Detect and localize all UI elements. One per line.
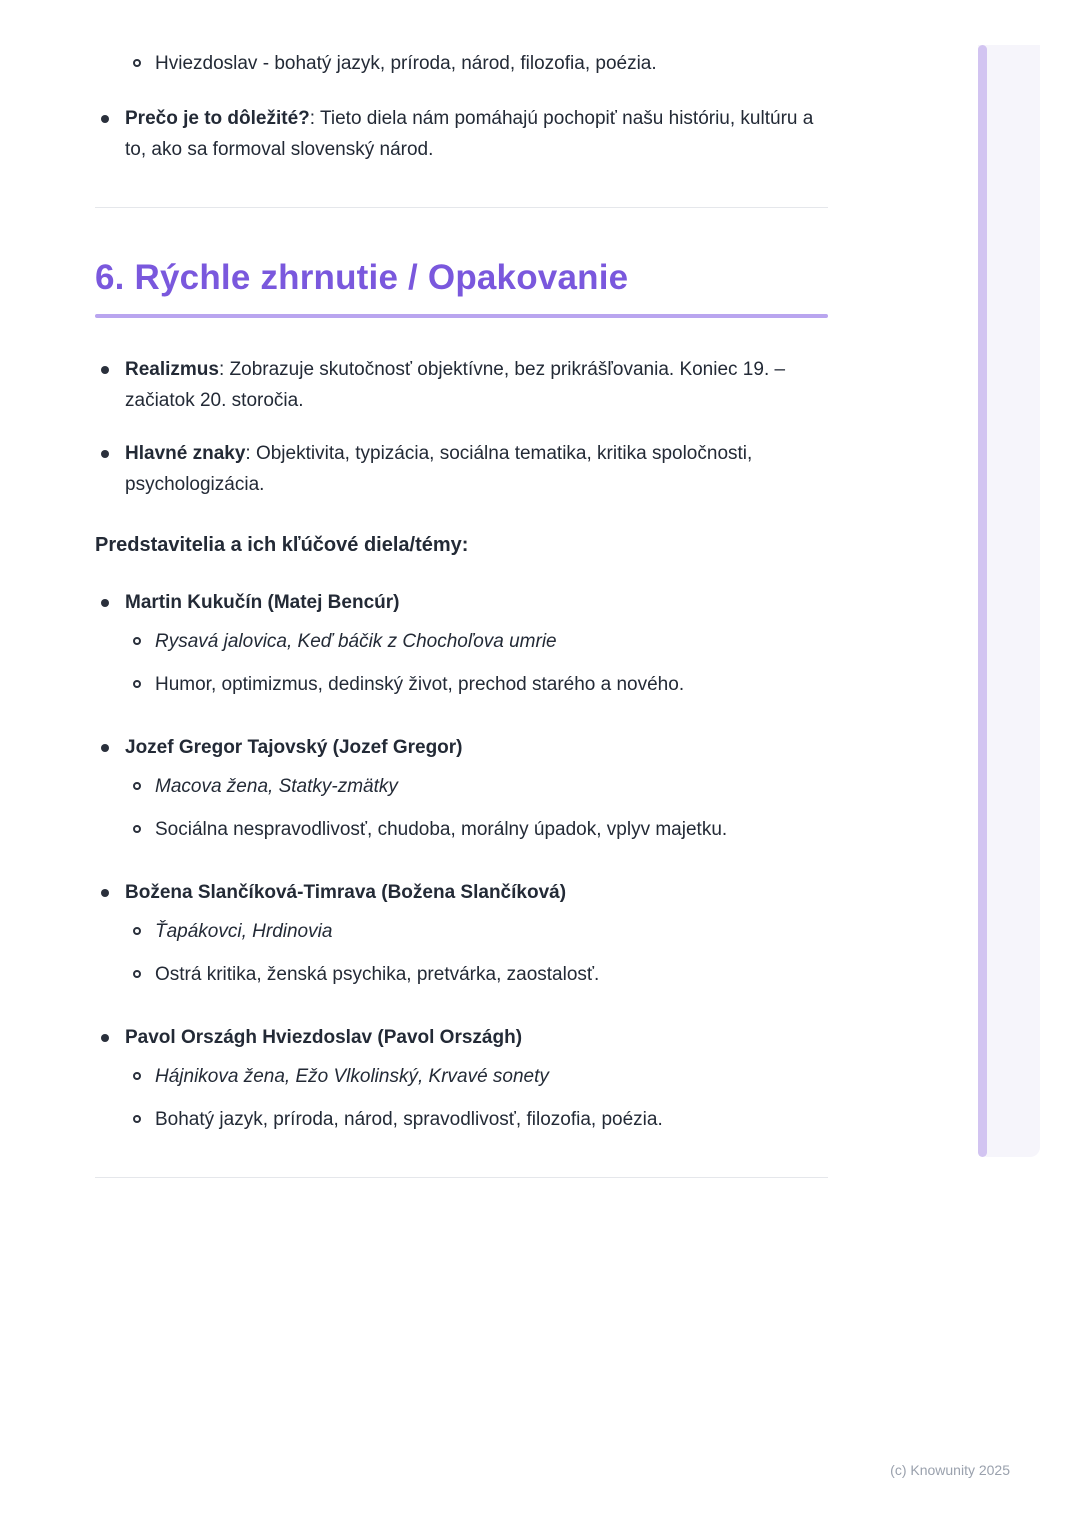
author-name-row — [95, 877, 828, 908]
list-item-importance — [95, 103, 828, 165]
author-themes-row — [127, 814, 828, 845]
circle-bullet-icon — [133, 927, 141, 935]
author-works: Rysavá jalovica, Keď báčik z Chochoľova umrie — [155, 631, 557, 652]
list-item-text — [125, 438, 828, 500]
copyright-footer: (c) Knowunity 2025 — [890, 1462, 1010, 1478]
author-themes-row — [127, 959, 828, 990]
page-edge-bar — [978, 45, 987, 1157]
circle-bullet-icon — [133, 637, 141, 645]
author-name-row — [95, 1022, 828, 1053]
circle-bullet-icon — [133, 1115, 141, 1123]
point-label: Realizmus — [125, 359, 219, 380]
author-group-tajovsky — [95, 732, 828, 845]
bullet-icon — [101, 744, 109, 752]
importance-label: Prečo je to dôležité? — [125, 108, 310, 129]
author-works: Hájnikova žena, Ežo Vlkolinský, Krvavé sonety — [155, 1066, 549, 1087]
representatives-subheading: Predstavitelia a ich kľúčové diela/témy: — [95, 534, 469, 556]
author-name: Martin Kukučín (Matej Bencúr) — [125, 592, 400, 613]
list-item-text — [125, 354, 828, 416]
author-works-row — [127, 916, 828, 947]
author-themes-row — [127, 669, 828, 700]
author-works-row — [127, 771, 828, 802]
author-name: Pavol Országh Hviezdoslav (Pavol Országh) — [125, 1027, 523, 1048]
list-item-hlavne-znaky — [95, 438, 828, 500]
author-works: Ťapákovci, Hrdinovia — [155, 921, 333, 942]
author-themes: Ostrá kritika, ženská psychika, pretvárka, zaostalosť. — [155, 964, 600, 985]
circle-bullet-icon — [133, 825, 141, 833]
bullet-icon — [101, 889, 109, 897]
author-themes: Bohatý jazyk, príroda, národ, spravodlivosť, filozofia, poézia. — [155, 1109, 663, 1130]
point-label: Hlavné znaky — [125, 443, 246, 464]
section-title: 6. Rýchle zhrnutie / Opakovanie — [95, 258, 629, 297]
bullet-icon — [101, 1034, 109, 1042]
author-name: Jozef Gregor Tajovský (Jozef Gregor) — [125, 737, 463, 758]
bullet-icon — [101, 450, 109, 458]
next-page-preview-panel — [978, 45, 1040, 1157]
author-group-hviezdoslav — [95, 1022, 828, 1135]
point-body: : Zobrazuje skutočnosť objektívne, bez prikrášľovania. Koniec 19. – začiatok 20. storočia. — [125, 359, 786, 411]
author-works-row — [127, 1061, 828, 1092]
importance-body: : Tieto diela nám pomáhajú pochopiť našu históriu, kultúru a to, ako sa formoval slovenský národ. — [125, 108, 814, 160]
list-item-text — [125, 103, 828, 165]
document-content — [95, 48, 828, 1178]
circle-bullet-icon — [133, 1072, 141, 1080]
circle-bullet-icon — [133, 680, 141, 688]
bullet-icon — [101, 599, 109, 607]
title-underline — [95, 314, 828, 318]
bullet-icon — [101, 366, 109, 374]
author-themes: Humor, optimizmus, dedinský život, prechod starého a nového. — [155, 674, 685, 695]
author-group-kukucin — [95, 587, 828, 700]
circle-bullet-icon — [133, 59, 141, 67]
summary-points — [95, 354, 828, 500]
bullet-icon — [101, 115, 109, 123]
circle-bullet-icon — [133, 970, 141, 978]
author-works-row — [127, 626, 828, 657]
section-divider — [95, 207, 828, 208]
author-themes-row — [127, 1104, 828, 1135]
list-item-hviezdoslav-summary — [127, 48, 828, 79]
list-item-text: Hviezdoslav - bohatý jazyk, príroda, národ, filozofia, poézia. — [155, 53, 657, 74]
author-name: Božena Slančíková-Timrava (Božena Slančíková) — [125, 882, 567, 903]
author-themes: Sociálna nespravodlivosť, chudoba, morálny úpadok, vplyv majetku. — [155, 819, 728, 840]
author-name-row — [95, 732, 828, 763]
author-works: Macova žena, Statky-zmätky — [155, 776, 398, 797]
circle-bullet-icon — [133, 782, 141, 790]
author-group-timrava — [95, 877, 828, 990]
author-name-row — [95, 587, 828, 618]
end-divider — [95, 1177, 828, 1178]
list-item-realizmus — [95, 354, 828, 416]
point-body: : Objektivita, typizácia, sociálna tematika, kritika spoločnosti, psychologizácia. — [125, 443, 753, 495]
